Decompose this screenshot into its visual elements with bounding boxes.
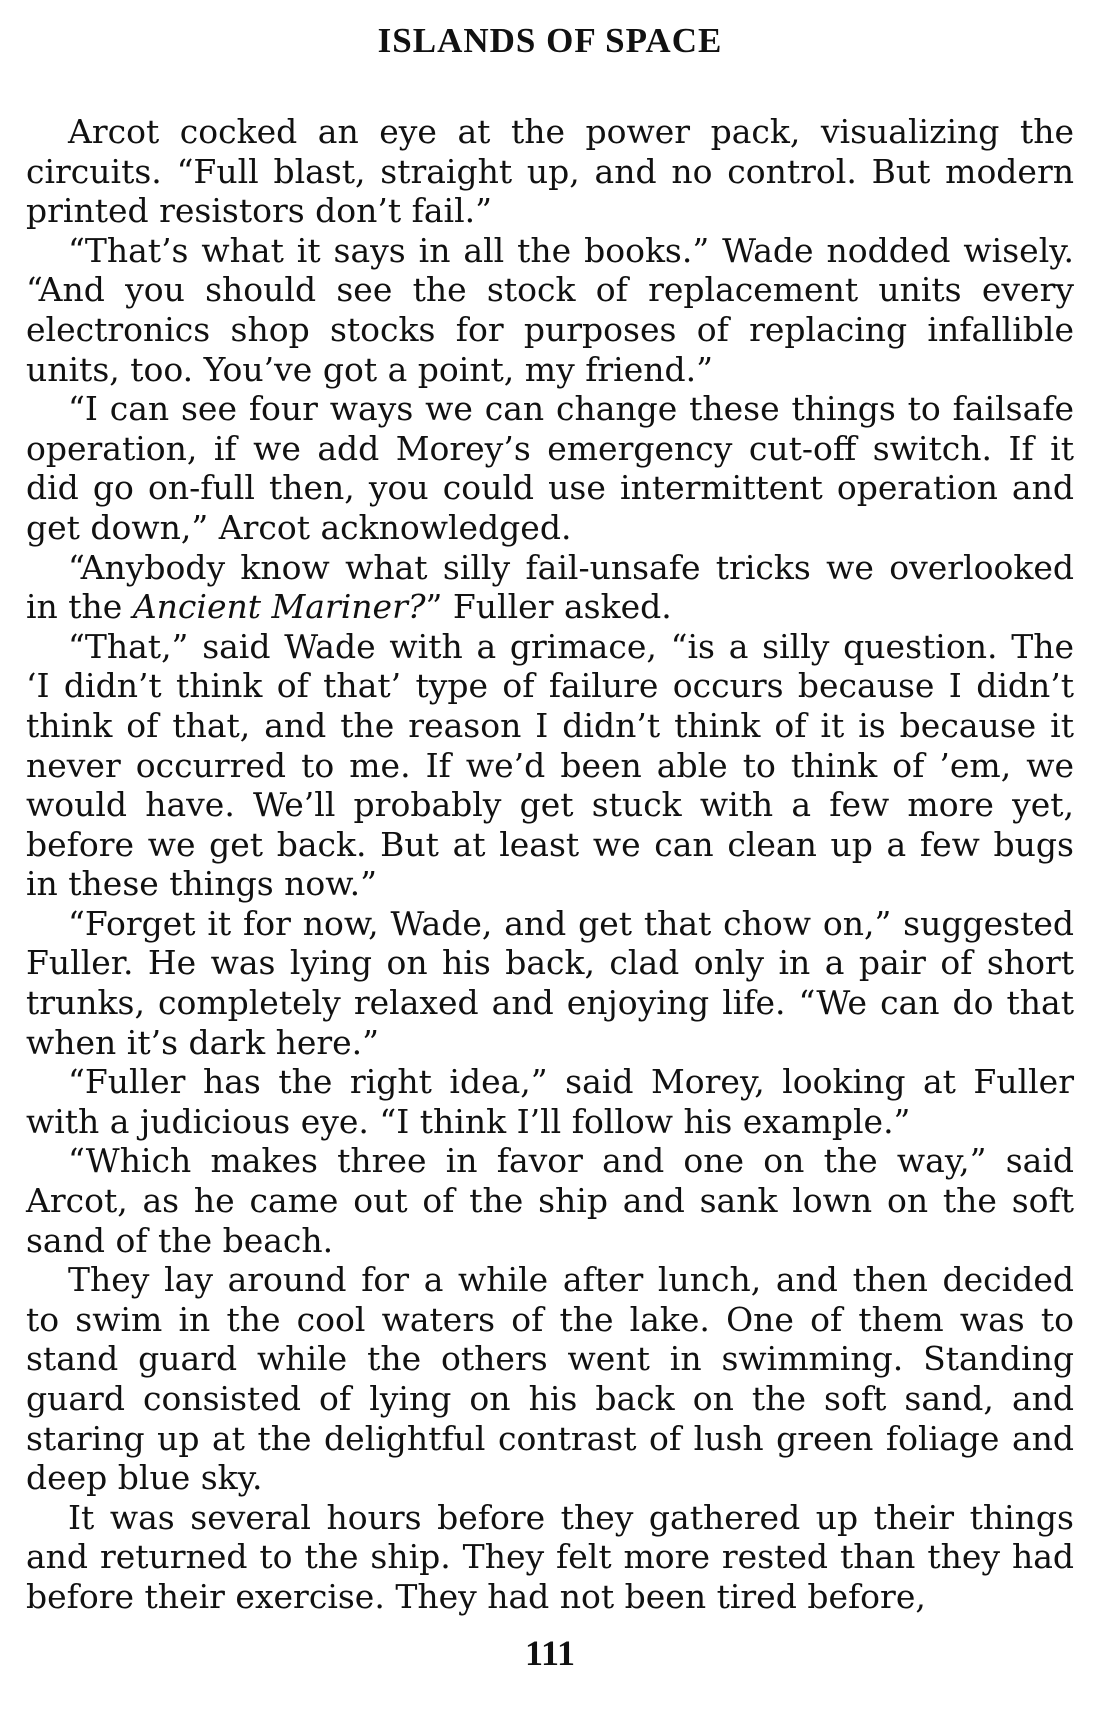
paragraph: “I can see four ways we can change these things to failsafe operation, if we add Morey’s emergency cut-off switch. If it did go on-full then, you could use intermittent operation and get down,” Arcot acknowledged. [26,389,1074,547]
paragraph: “Fuller has the right idea,” said Morey, looking at Fuller with a judicious eye. “I think I’ll follow his example.” [26,1062,1074,1141]
paragraph: “That,” said Wade with a grimace, “is a silly question. The ‘I didn’t think of that’ type of failure occurs because I didn’t think of that, and the reason I didn’t think of it is because it never occurred to me. If we’d been able to think of ’em, we would have. We’ll probably get stuck with a few more yet, before we get back. But at least we can clean up a few bugs in these things now.” [26,626,1074,904]
italic-title: Ancient Mariner? [132,587,426,627]
paragraph: It was several hours before they gathered up their things and returned to the ship. They felt more rested than they had before their exercise. They had not been tired before, [26,1497,1074,1616]
running-head: ISLANDS OF SPACE [377,21,723,60]
paragraph: “Forget it for now, Wade, and get that chow on,” suggested Fuller. He was lying on his back, clad only in a pair of short trunks, completely relaxed and enjoying life. “We can do that when it’s dark here.” [26,903,1074,1062]
paragraph: “That’s what it says in all the books.” Wade nodded wisely. “And you should see the stock of replacement units every electronics shop stocks for purposes of replacing infallible units, too. You’ve got a point, my friend.” [26,230,1074,389]
paragraph-text: “Anybody know what silly fail-unsafe tricks we overlooked in the [26,547,1074,627]
paragraph-text: ” Fuller asked. [425,587,672,627]
paragraph: They lay around for a while after lunch, and then decided to swim in the cool waters of the lake. One of them was to stand guard while the others went in swimming. Standing guard consisted of lying on his back on the soft sand, and staring up at the delightful contrast of lush green foliage and deep blue sky. [26,1260,1074,1498]
paragraph [26,548,1074,627]
body-text [26,112,1074,1617]
paragraph: Arcot cocked an eye at the power pack, visualizing the circuits. “Full blast, straight up, and no control. But modern printed resistors don’t fail.” [26,112,1074,231]
page-number: 111 [524,1633,576,1673]
paragraph: “Which makes three in favor and one on the way,” said Arcot, as he came out of the ship and sank lown on the soft sand of the beach. [26,1141,1074,1260]
